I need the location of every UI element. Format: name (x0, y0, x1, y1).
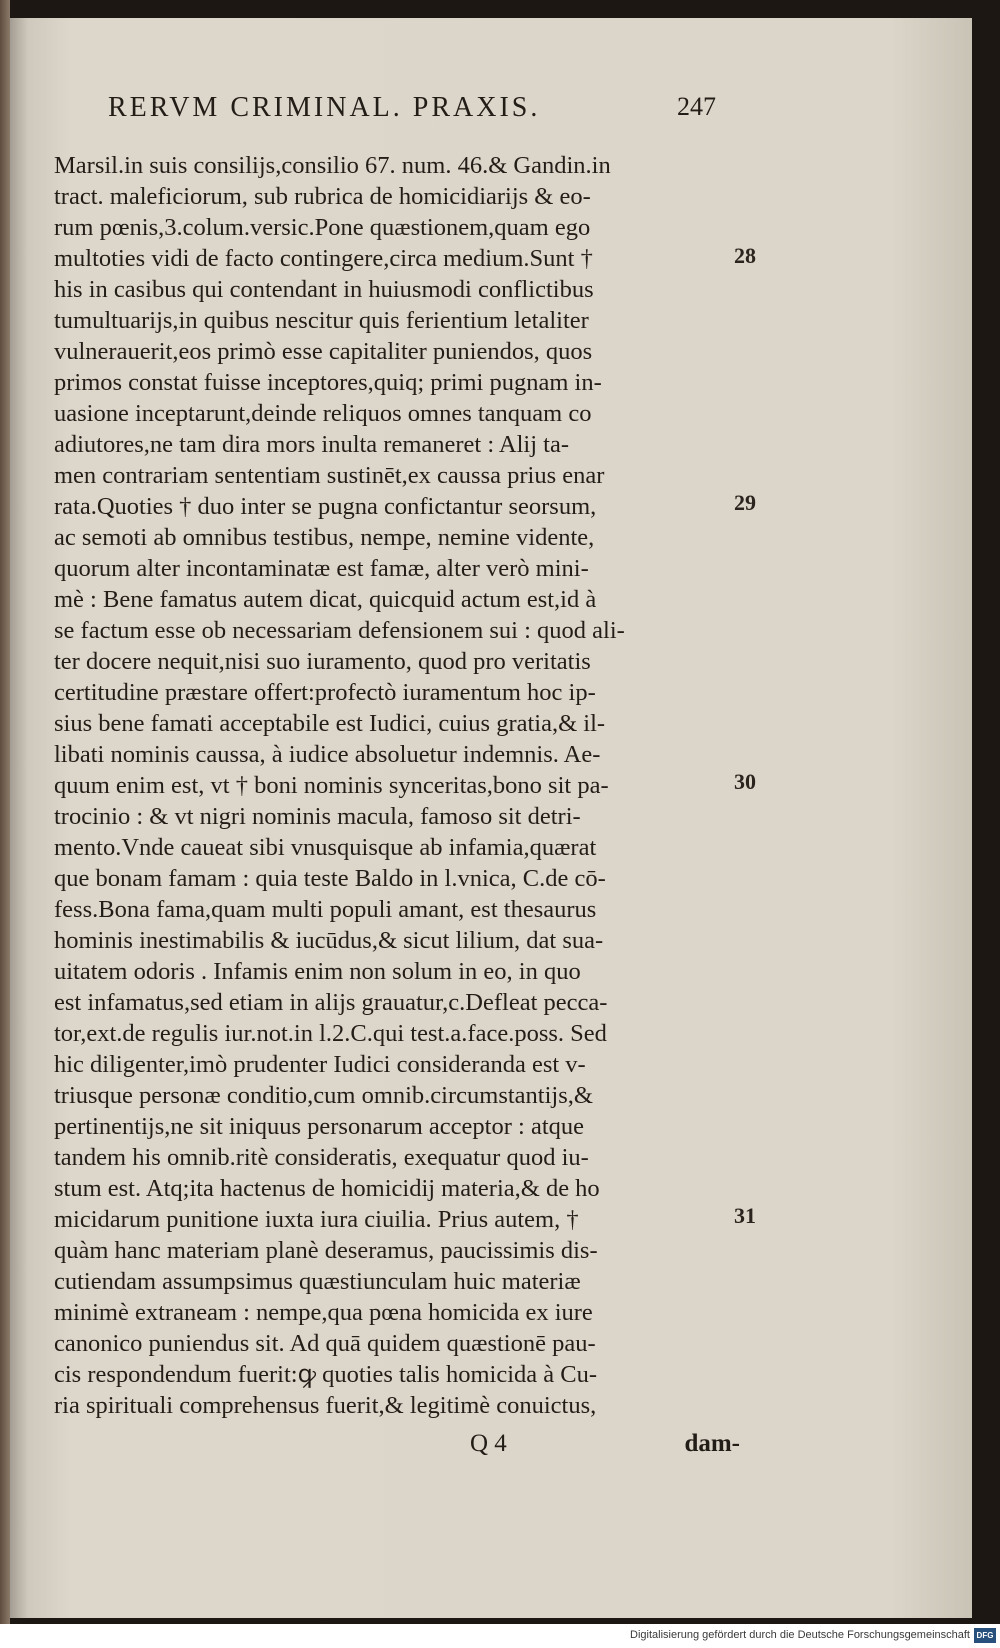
text-line: Marsil.in suis consilijs,consilio 67. num. 46.& Gandin.in (54, 152, 611, 179)
text-line: cutiendam assumpsimus quæstiunculam huic materiæ (54, 1268, 581, 1295)
body-text (54, 150, 734, 1421)
text-line: se factum esse ob necessariam defensionem sui : quod ali- (54, 617, 625, 644)
margin-number: 28 (734, 243, 756, 268)
text-line: men contrariam sententiam sustinēt,ex caussa prius enar (54, 462, 605, 489)
text-line: mè : Bene famatus autem dicat, quicquid actum est,id à (54, 586, 597, 613)
page-footer (470, 1430, 740, 1466)
text-line: tor,ext.de regulis iur.not.in l.2.C.qui test.a.face.poss. Sed (54, 1020, 607, 1047)
text-line: canonico puniendus sit. Ad quā quidem quæstionē pau- (54, 1330, 596, 1357)
text-line: hic diligenter,imò prudenter Iudici consideranda est v- (54, 1051, 586, 1078)
margin-number: 29 (734, 490, 756, 515)
signature-mark: Q 4 (470, 1430, 507, 1457)
text-line: quàm hanc materiam planè deseramus, paucissimis dis- (54, 1237, 598, 1264)
book-page (10, 18, 972, 1618)
text-line: libati nominis caussa, à iudice absoluetur indemnis. Ae- (54, 741, 601, 768)
page-header (108, 80, 728, 130)
text-line: triusque personæ conditio,cum omnib.circumstantijs,& (54, 1082, 593, 1109)
text-line: hominis inestimabilis & iucūdus,& sicut lilium, dat sua- (54, 927, 604, 954)
text-line: micidarum punitione iuxta iura ciuilia. Prius autem, † (54, 1206, 579, 1233)
text-line: vulnerauerit,eos primò esse capitaliter puniendos, quos (54, 338, 593, 365)
text-line: quorum alter incontaminatæ est famæ, alter verò mini- (54, 555, 589, 582)
catchword: dam- (684, 1430, 740, 1457)
text-line: multoties vidi de facto contingere,circa medium.Sunt † (54, 245, 593, 272)
text-line: tract. maleficiorum, sub rubrica de homicidiarijs & eo- (54, 183, 591, 210)
text-line: uitatem odoris . Infamis enim non solum in eo, in quo (54, 958, 581, 985)
text-line: tandem his omnib.ritè consideratis, exequatur quod iu- (54, 1144, 589, 1171)
text-line: ria spirituali comprehensus fuerit,& legitimè conuictus, (54, 1392, 597, 1419)
dfg-logo: DFG (974, 1628, 996, 1643)
text-line: quum enim est, vt † boni nominis synceritas,bono sit pa- (54, 772, 609, 799)
text-line: que bonam famam : quia teste Baldo in l.vnica, C.de cō- (54, 865, 606, 892)
text-line: adiutores,ne tam dira mors inulta remaneret : Alij ta- (54, 431, 570, 458)
running-head: RERVM CRIMINAL. PRAXIS. (108, 92, 541, 123)
text-line: ac semoti ab omnibus testibus, nempe, nemine vidente, (54, 524, 595, 551)
page-number: 247 (677, 92, 716, 121)
text-line: ter docere nequit,nisi suo iuramento, quod pro veritatis (54, 648, 591, 675)
text-line: rata.Quoties † duo inter se pugna confictantur seorsum, (54, 493, 597, 520)
text-line: fess.Bona fama,quam multi populi amant, est thesaurus (54, 896, 597, 923)
text-line: uasione inceptarunt,deinde reliquos omnes tanquam co (54, 400, 592, 427)
text-line: certitudine præstare offert:profectò iuramentum hoc ip- (54, 679, 596, 706)
text-line: sius bene famati acceptabile est Iudici, cuius gratia,& il- (54, 710, 606, 737)
text-line: minimè extraneam : nempe,qua pœna homicida ex iure (54, 1299, 593, 1326)
text-line: rum pœnis,3.colum.versic.Pone quæstionem,quam ego (54, 214, 591, 241)
margin-number: 30 (734, 769, 756, 794)
text-line: stum est. Atq;ita hactenus de homicidij materia,& de ho (54, 1175, 600, 1202)
text-line: est infamatus,sed etiam in alijs grauatur,c.Defleat pecca- (54, 989, 608, 1016)
text-line: tumultuarijs,in quibus nescitur quis ferientium letaliter (54, 307, 589, 334)
text-line: his in casibus qui contendant in huiusmodi conflictibus (54, 276, 594, 303)
text-line: cis respondendum fuerit:ꝙ quoties talis homicida à Cu- (54, 1361, 597, 1388)
margin-number: 31 (734, 1203, 756, 1228)
funding-credit: Digitalisierung gefördert durch die Deutsche Forschungsgemeinschaft (630, 1629, 970, 1641)
text-line: trocinio : & vt nigri nominis macula, famoso sit detri- (54, 803, 581, 830)
text-line: mento.Vnde caueat sibi vnusquisque ab infamia,quærat (54, 834, 597, 861)
book-spine (0, 0, 10, 1648)
text-line: primos constat fuisse inceptores,quiq; primi pugnam in- (54, 369, 602, 396)
text-line: pertinentijs,ne sit iniquus personarum acceptor : atque (54, 1113, 585, 1140)
credit-bar (0, 1624, 1000, 1648)
